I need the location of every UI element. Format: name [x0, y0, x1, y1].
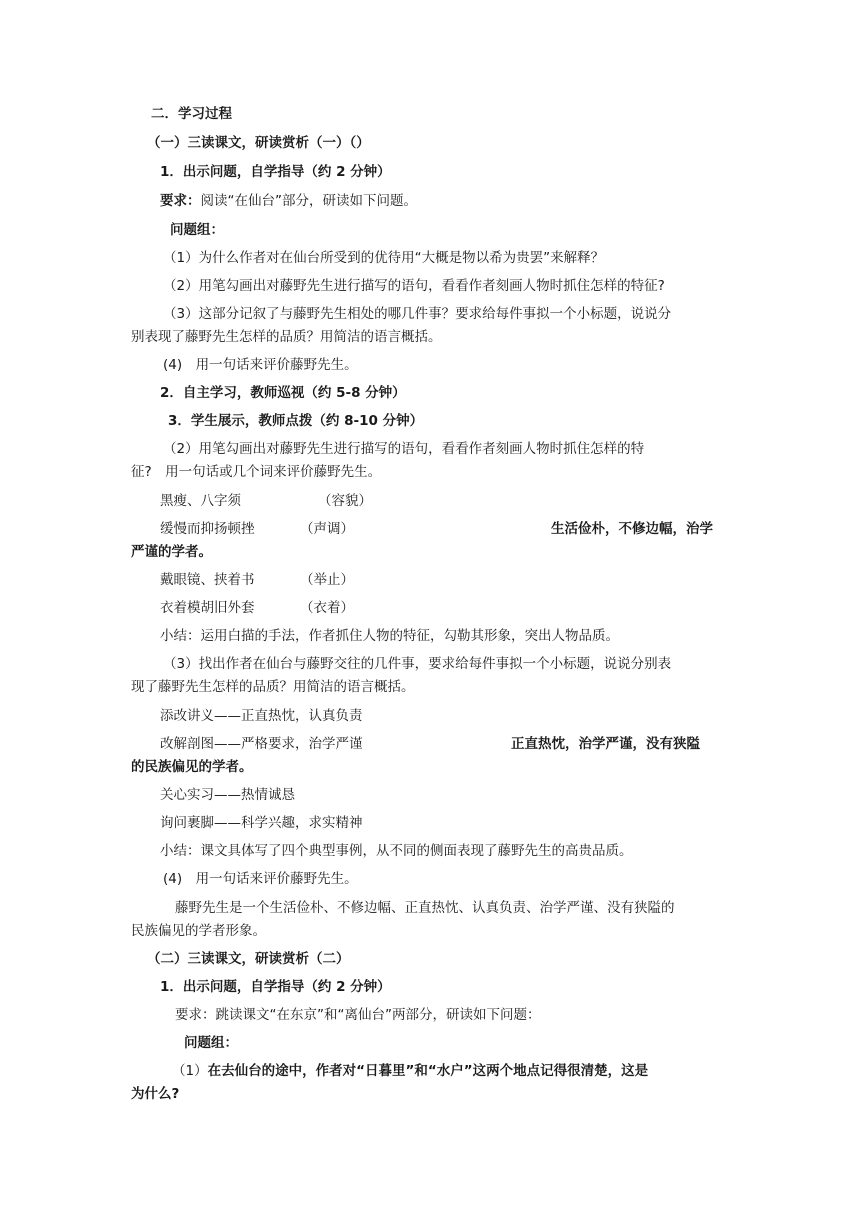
event-2: 改解剖图——严格要求，治学严谨 — [160, 736, 363, 752]
summary-1: 小结：运用白描的手法，作者抓住人物的特征，勾勒其形象，突出人物品质。 — [160, 628, 619, 644]
part2-requirement: 要求：跳读课文“在东京”和“离仙台”两部分，研读如下问题： — [175, 1007, 541, 1023]
event-4: 询问裹脚——科学兴趣，求实精神 — [160, 815, 363, 831]
part1-step1: 1．出示问题，自学指导（约 2 分钟） — [160, 164, 391, 180]
feature-manner-tag: （举止） — [300, 572, 354, 588]
summary-traits-1-cont: 严谨的学者。 — [131, 544, 212, 560]
part1-question-2: （2）用笔勾画出对藤野先生进行描写的语句，看看作者刻画人物时抓住怎样的特征? — [163, 278, 665, 294]
feature-appearance-tag: （容貌） — [318, 493, 372, 509]
part1-question-4: (4) 用一句话来评价藤野先生。 — [163, 357, 358, 373]
answer-2-line1: （2）用笔勾画出对藤野先生进行描写的语句，看看作者刻画人物时抓住怎样的特 — [163, 441, 645, 457]
summary-traits-2: 正直热忱，治学严谨，没有狭隘 — [511, 736, 700, 752]
part2-question-1-number: （1） — [172, 1063, 208, 1079]
part1-requirement — [160, 191, 417, 211]
part1-question-1: （1）为什么作者对在仙台所受到的优待用“大概是物以希为贵罢”来解释？ — [163, 250, 605, 266]
part2-title: （二）三读课文，研读赏析（二） — [147, 951, 350, 967]
feature-voice: 缓慢而抑扬顿挫 — [160, 521, 255, 537]
feature-manner: 戴眼镜、挟着书 — [160, 572, 255, 588]
summary-2: 小结：课文具体写了四个典型事例，从不同的侧面表现了藤野先生的高贵品质。 — [160, 843, 633, 859]
event-1: 添改讲义——正直热忱，认真负责 — [160, 708, 363, 724]
part2-question-1-line2: 为什么? — [131, 1086, 180, 1102]
feature-appearance: 黑瘦、八字须 — [160, 493, 241, 509]
requirement-label: 要求： — [160, 193, 201, 209]
part1-question-3-line1: （3）这部分记叙了与藤野先生相处的哪几件事？要求给每件事拟一个小标题，说说分 — [163, 306, 672, 322]
evaluation-line2: 民族偏见的学者形象。 — [131, 923, 266, 939]
feature-voice-tag: （声调） — [300, 521, 354, 537]
summary-traits-2-cont: 的民族偏见的学者。 — [131, 759, 253, 775]
part1-step2: 2．自主学习，教师巡视（约 5-8 分钟） — [160, 385, 406, 401]
part1-title: （一）三读课文，研读赏析（一）（） — [147, 135, 370, 151]
summary-traits-1: 生活俭朴，不修边幅，治学 — [551, 521, 713, 537]
answer-2-line2: 征? 用一句话或几个词来评价藤野先生。 — [131, 464, 382, 480]
part2-question-1-text: 在去仙台的途中，作者对“日暮里”和“水户”这两个地点记得很清楚，这是 — [207, 1063, 649, 1079]
feature-clothing-tag: （衣着） — [300, 600, 354, 616]
evaluation-line1: 藤野先生是一个生活俭朴、不修边幅、正直热忱、认真负责、治学严谨、没有狭隘的 — [175, 900, 675, 916]
section-heading: 二．学习过程 — [151, 106, 232, 122]
part1-question-group-label: 问题组： — [170, 222, 224, 238]
part2-question-1-line1 — [172, 1061, 648, 1081]
part2-step1: 1．出示问题，自学指导（约 2 分钟） — [160, 979, 391, 995]
event-3: 关心实习——热情诚恳 — [160, 787, 295, 803]
answer-3-line2: 现了藤野先生怎样的品质？用简洁的语言概括。 — [131, 679, 415, 695]
part1-question-3-line2: 别表现了藤野先生怎样的品质？用简洁的语言概括。 — [131, 329, 442, 345]
part1-step3: 3．学生展示，教师点拨（约 8-10 分钟） — [168, 413, 424, 429]
answer-4: (4) 用一句话来评价藤野先生。 — [163, 871, 358, 887]
answer-3-line1: （3）找出作者在仙台与藤野交往的几件事，要求给每件事拟一个小标题，说说分别表 — [163, 656, 672, 672]
feature-clothing: 衣着模胡旧外套 — [160, 600, 255, 616]
requirement-text: 阅读“在仙台”部分，研读如下问题。 — [200, 193, 417, 209]
part2-question-group-label: 问题组： — [184, 1035, 238, 1051]
